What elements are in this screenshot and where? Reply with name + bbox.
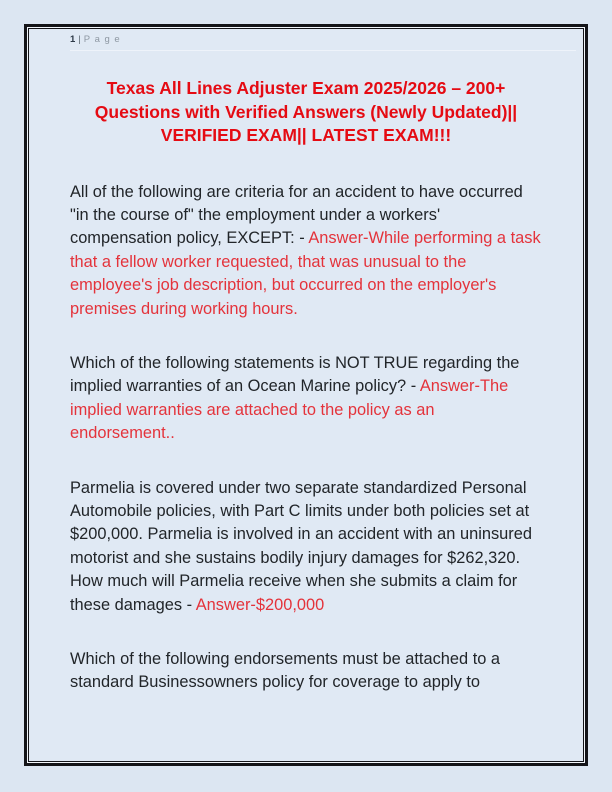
answer-text: Answer-$200,000: [195, 595, 325, 614]
document-sheet-inner: [28, 28, 584, 762]
qa-list: [70, 181, 542, 695]
qa-paragraph-2: [70, 352, 542, 446]
page-label: P a g e: [83, 34, 121, 45]
title-line-1: Texas All Lines Adjuster Exam 2025/2026 – 200+: [106, 78, 506, 98]
page-number: 1: [70, 34, 76, 45]
page-header-divider: |: [78, 34, 81, 45]
title-line-2: Questions with Verified Answers (Newly Updated)||: [94, 101, 518, 122]
document-content: [29, 29, 583, 695]
title-line-3: VERIFIED EXAM|| LATEST EXAM!!!: [160, 125, 452, 145]
document-sheet: [24, 24, 588, 766]
qa-paragraph-3: [70, 477, 542, 617]
qa-paragraph-4: [70, 648, 542, 695]
document-title: [70, 77, 542, 148]
qa-paragraph-1: [70, 181, 542, 321]
page-header: [70, 34, 576, 51]
question-text: All of the following are criteria for an accident to have occurred "in the course of" the employment under a workers' compensation policy, EXCEPT: -: [70, 182, 523, 248]
answer-text: Answer-While performing a task that a fellow worker requested, that was unusual to the employee's job description, but occurred on the employer's premises during working hours.: [70, 229, 541, 318]
question-text: Which of the following statements is NOT TRUE regarding the implied warranties of an Ocean Marine policy? -: [70, 353, 520, 396]
answer-text: Answer-The implied warranties are attached to the policy as an endorsement..: [70, 377, 509, 443]
question-text: Parmelia is covered under two separate standardized Personal Automobile policies, with Part C limits under both policies set at $200,000. Parmelia is involved in an accident with an uninsured motorist and she sustains bodily injury damages for $262,320. How much will Parmelia receive when she submits a claim for these damages -: [70, 478, 532, 614]
question-text: Which of the following endorsements must be attached to a standard Businessowners policy for coverage to apply to: [70, 650, 501, 692]
